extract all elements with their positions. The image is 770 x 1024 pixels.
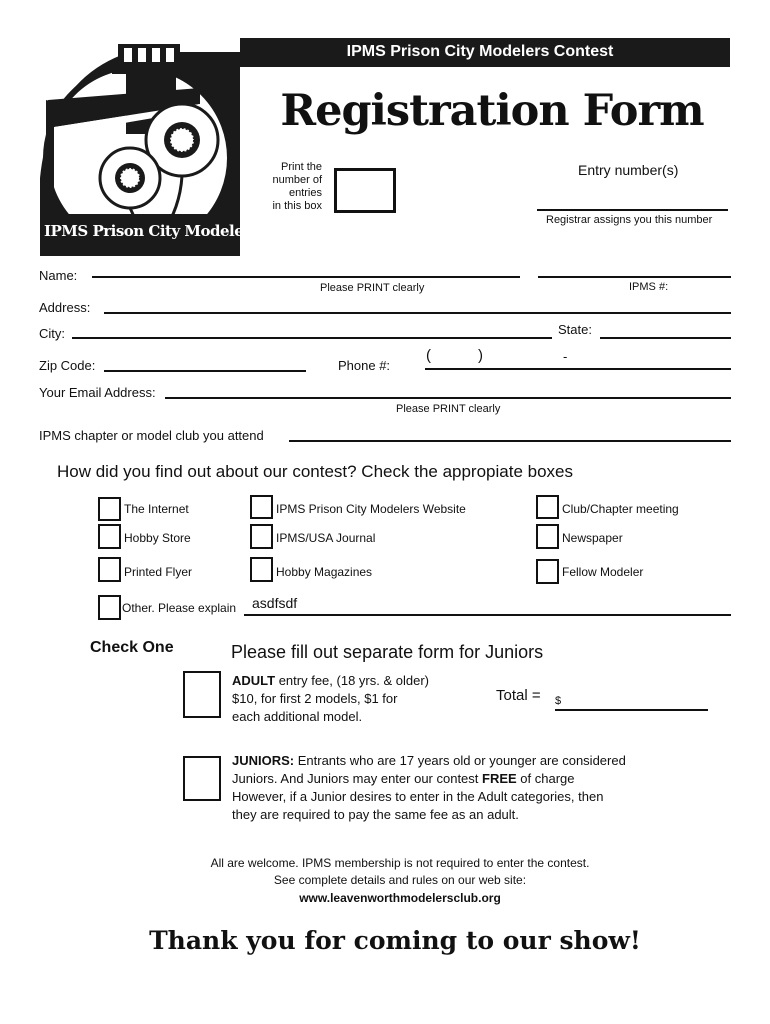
banner-text: IPMS Prison City Modelers Contest — [346, 43, 614, 60]
phone-label: Phone #: — [338, 358, 391, 373]
zip-label: Zip Code: — [39, 358, 96, 373]
option-club-website: IPMS Prison City Modelers Website — [276, 502, 466, 516]
option-hobby-store: Hobby Store — [124, 531, 191, 545]
city-field[interactable] — [72, 337, 552, 339]
city-label: City: — [39, 326, 65, 341]
entry-count-label: Print the number of entries in this box — [272, 161, 322, 212]
option-printed-flyer: Printed Flyer — [124, 565, 193, 579]
ipms-number-label: IPMS #: — [629, 281, 669, 293]
footer-website[interactable]: www.leavenworthmodelersclub.org — [299, 891, 501, 905]
entry-number-line[interactable] — [537, 209, 728, 211]
option-internet: The Internet — [124, 502, 189, 516]
name-field[interactable] — [92, 276, 520, 278]
checkbox-other[interactable] — [98, 595, 121, 620]
option-newspaper: Newspaper — [562, 531, 623, 545]
state-label: State: — [558, 322, 592, 337]
print-clearly-note-2: Please PRINT clearly — [396, 403, 501, 415]
checkbox-club-meeting[interactable] — [536, 495, 559, 519]
phone-area-open: ( — [426, 347, 431, 364]
checkbox-club-website[interactable] — [250, 495, 273, 519]
survey-question: How did you find out about our contest? Check the appropiate boxes — [57, 462, 574, 481]
footer-details: See complete details and rules on our web site: — [273, 873, 527, 887]
total-currency: $ — [555, 695, 562, 707]
entry-count-box[interactable] — [334, 168, 396, 213]
total-field[interactable] — [555, 709, 708, 711]
total-label: Total = — [496, 687, 541, 704]
checkbox-printed-flyer[interactable] — [98, 557, 121, 582]
juniors-checkbox[interactable] — [183, 756, 221, 801]
option-ipms-journal: IPMS/USA Journal — [276, 531, 376, 545]
ipms-number-field[interactable] — [538, 276, 731, 278]
phone-field[interactable] — [425, 368, 731, 370]
option-fellow-modeler: Fellow Modeler — [562, 565, 644, 579]
name-label: Name: — [39, 268, 78, 283]
phone-dash: - — [563, 349, 568, 364]
adult-description: ADULT entry fee, (18 yrs. & older) $10, for first 2 models, $1 for each additional model. — [232, 673, 429, 724]
option-hobby-magazines: Hobby Magazines — [276, 565, 373, 579]
phone-area-close: ) — [478, 347, 483, 364]
thanks-message: Thank you for coming to our show! — [149, 926, 641, 955]
checkbox-ipms-journal[interactable] — [250, 524, 273, 549]
checkbox-fellow-modeler[interactable] — [536, 559, 559, 584]
adult-checkbox[interactable] — [183, 671, 221, 718]
juniors-label: JUNIORS: — [232, 753, 295, 768]
club-label: IPMS chapter or model club you attend — [39, 428, 264, 443]
option-other: Other. Please explain — [122, 601, 237, 615]
check-one-heading: Check One — [90, 639, 174, 656]
adult-label: ADULT — [232, 673, 276, 688]
zip-field[interactable] — [104, 370, 306, 372]
checkbox-hobby-magazines[interactable] — [250, 557, 273, 582]
juniors-separate-note: Please fill out separate form for Juniors — [231, 642, 544, 662]
entry-number-label: Entry number(s) — [578, 162, 679, 178]
email-label: Your Email Address: — [39, 385, 156, 400]
checkbox-newspaper[interactable] — [536, 524, 559, 549]
checkbox-internet[interactable] — [98, 497, 121, 521]
print-clearly-note-1: Please PRINT clearly — [320, 282, 425, 294]
footer-welcome: All are welcome. IPMS membership is not required to enter the contest. — [210, 856, 590, 870]
email-field[interactable] — [165, 397, 731, 399]
page-title: Registration Form — [280, 86, 704, 136]
logo-text: IPMS Prison City Modelers — [44, 222, 259, 240]
state-field[interactable] — [600, 337, 731, 339]
option-club-meeting: Club/Chapter meeting — [562, 502, 679, 516]
other-explain-value[interactable]: asdfsdf — [252, 595, 298, 611]
other-explain-field[interactable] — [244, 614, 731, 616]
juniors-description: JUNIORS: Entrants who are 17 years old or younger are considered Juniors. And Juniors may enter our contest FREE of charge However, if a Junior desires to enter in the Adult categories, then they are required to pay the same fee as an adult. — [232, 753, 626, 822]
club-field[interactable] — [289, 440, 731, 442]
checkbox-hobby-store[interactable] — [98, 524, 121, 549]
address-field[interactable] — [104, 312, 731, 314]
address-label: Address: — [39, 300, 91, 315]
registrar-note: Registrar assigns you this number — [546, 214, 713, 226]
